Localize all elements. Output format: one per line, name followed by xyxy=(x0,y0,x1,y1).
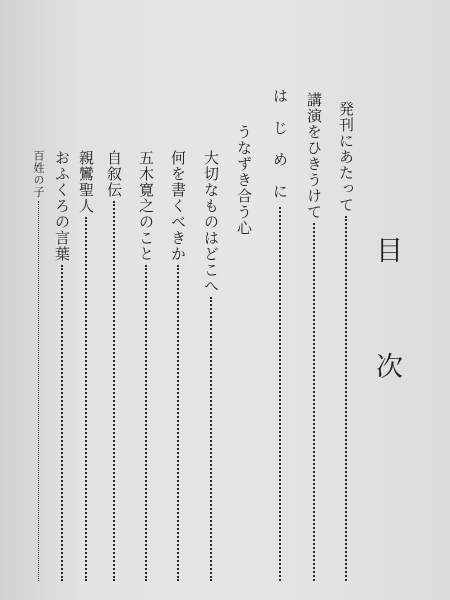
bleed-through-texture xyxy=(412,10,442,570)
toc-entry[interactable] xyxy=(306,92,321,581)
heading-char-moku: 目 xyxy=(376,236,403,267)
toc-entry-label: 親鸞聖人 xyxy=(77,150,95,214)
toc-entry[interactable] xyxy=(272,88,287,581)
toc-dot-leader xyxy=(61,265,63,581)
toc-dot-leader xyxy=(113,201,115,581)
toc-entry-label: 五木寛之のこと xyxy=(137,150,155,262)
toc-entry[interactable] xyxy=(33,150,44,581)
toc-dot-leader xyxy=(38,201,39,581)
toc-entry[interactable] xyxy=(338,101,353,581)
toc-entry-label: 発刊にあたって xyxy=(337,101,355,213)
toc-entry[interactable] xyxy=(54,150,69,581)
toc-entry-label: 自叙伝 xyxy=(105,150,123,198)
toc-entry-label: 講演をひきうけて xyxy=(305,92,323,220)
toc-dot-leader xyxy=(279,207,281,581)
toc-entry[interactable] xyxy=(170,150,185,581)
toc-dot-leader xyxy=(177,265,179,581)
toc-entry[interactable] xyxy=(78,150,93,581)
toc-entry[interactable] xyxy=(236,124,251,236)
toc-entry[interactable] xyxy=(138,150,153,581)
toc-entry-label: おふくろの言葉 xyxy=(53,150,71,262)
toc-entry[interactable] xyxy=(203,150,218,581)
toc-entry-label: うなずき合う心 xyxy=(235,124,253,236)
toc-entry-label: 百姓の子 xyxy=(32,150,45,198)
bleed-column xyxy=(412,10,442,570)
toc-dot-leader xyxy=(145,265,147,581)
heading-char-ji: 次 xyxy=(376,352,403,383)
toc-dot-leader xyxy=(313,223,315,581)
toc-dot-leader xyxy=(210,297,212,581)
toc-entry-label: は じ め に xyxy=(271,88,289,205)
toc-entry[interactable] xyxy=(106,150,121,581)
toc-dot-leader xyxy=(345,216,347,581)
toc-entry-label: 大切なものはどこへ xyxy=(202,150,220,294)
toc-dot-leader xyxy=(85,217,87,581)
toc-entry-label: 何を書くべきか xyxy=(169,150,187,262)
